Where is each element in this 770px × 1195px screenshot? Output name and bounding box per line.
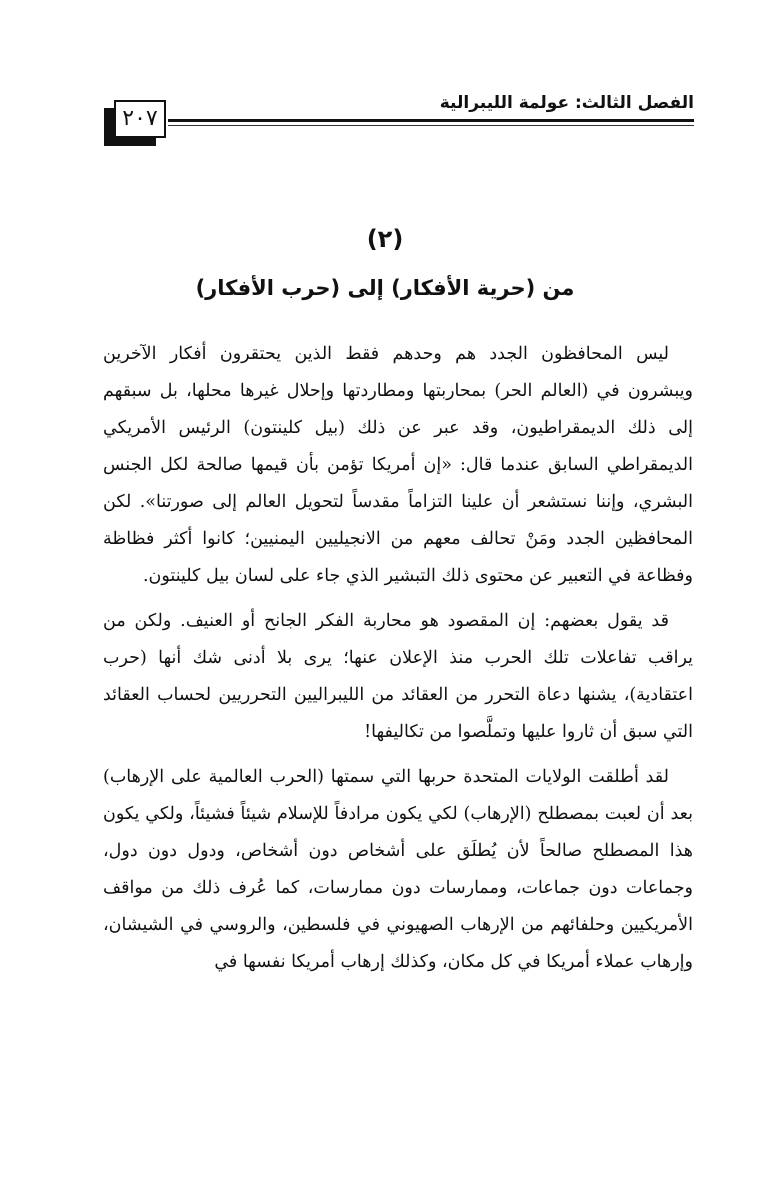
chapter-title: الفصل الثالث: عولمة الليبرالية <box>439 93 694 113</box>
paragraph: ليس المحافظون الجدد هم وحدهم فقط الذين يحتقرون أفكار الآخرين ويبشرون في (العالم الحر) بمحاربتها ومطاردتها وإحلال غيرها محلها، بل سبقهم إلى ذلك الديمقراطيون، وقد عبر عن ذلك (بيل كلينتون) الرئيس الأمريكي الديمقراطي السابق عندما قال: «إن أمريكا تؤمن بأن قيمها صالحة لكل الجنس البشري، وإننا نستشعر أن علينا التزاماً مقدساً لتحويل العالم إلى صورتنا». لكن المحافظين الجدد ومَنْ تحالف معهم من الانجيليين اليمنيين؛ كانوا أكثر فظاظة وفظاعة في التعبير عن محتوى ذلك التبشير الذي جاء على لسان بيل كلينتون. <box>103 344 693 586</box>
page-number: ٢٠٧ <box>114 100 166 138</box>
header-rule <box>168 119 694 122</box>
paragraph: قد يقول بعضهم: إن المقصود هو محاربة الفكر الجانح أو العنيف. ولكن من يراقب تفاعلات تلك الحرب منذ الإعلان عنها؛ يرى بلا أدنى شك أنها (حرب اعتقادية)، يشنها دعاة التحرر من العقائد من الليبراليين التحرريين لحساب العقائد التي سبق أن ثاروا عليها وتملَّصوا من تكاليفها! <box>103 611 693 742</box>
running-header <box>104 92 694 150</box>
header-rule-thin <box>168 125 694 126</box>
body-text <box>103 336 693 981</box>
section-number: (٢) <box>366 225 404 253</box>
paragraph: لقد أطلقت الولايات المتحدة حربها التي سمتها (الحرب العالمية على الإرهاب) بعد أن لعبت بمصطلح (الإرهاب) لكي يكون مرادفاً للإسلام شيئاً فشيئاً، ولكي يكون هذا المصطلح صالحاً لأن يُطلَق على أشخاص دون أشخاص، ودول دون دول، وجماعات دون جماعات، وممارسات دون ممارسات، كما عُرف ذلك من مواقف الأمريكيين وحلفائهم من الإرهاب الصهيوني في فلسطين، والروسي في الشيشان، وإرهاب عملاء أمريكا في كل مكان، وكذلك إرهاب أمريكا نفسها في <box>103 767 693 972</box>
section-title: من (حرية الأفكار) إلى (حرب الأفكار) <box>195 276 575 300</box>
